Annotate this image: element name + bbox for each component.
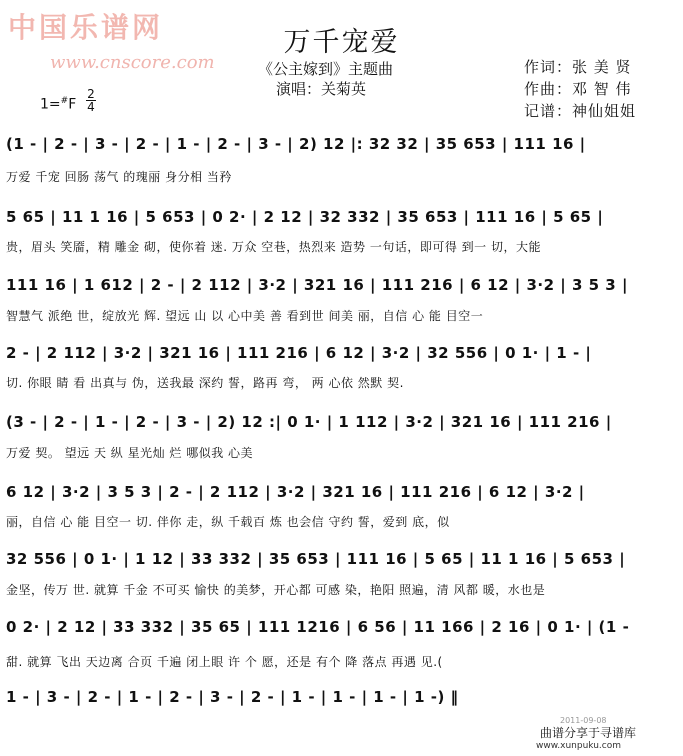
score-line-7-lyrics: 金坚，传万 世. 就算 千金 不可买 愉快 的美梦，开心都 可感 染，艳阳 照遍，清 风都 暖，水也是: [6, 583, 546, 597]
score-line-6-lyrics: 丽，自信 心 能 目空一 切. 伴你 走，纵 千载百 炼 也会信 守约 誓，爱到 底，似: [6, 515, 450, 529]
score-line-5-notes: (3 - | 2 - | 1 - | 2 - | 3 - | 2) 12 :| 0 1· | 1 112 | 3·2 | 321 16 | 111 216 |: [6, 413, 612, 431]
footer-url[interactable]: www.xunpuku.com: [536, 741, 621, 751]
score-line-2-lyrics: 贵，眉头 笑靥，精 雕金 砌，使你着 迷. 万众 空巷，热烈来 造势 一句话，即可得 到一 切，大能: [6, 240, 541, 254]
lyricist-credit: 作词：张 美 贤: [524, 58, 632, 76]
score-line-4-notes: 2 - | 2 112 | 3·2 | 321 16 | 111 216 | 6 12 | 3·2 | 32 556 | 0 1· | 1 - |: [6, 344, 592, 362]
score-line-1-lyrics: 万爱 千宠 回肠 荡气 的瑰丽 身分相 当矜: [6, 170, 232, 184]
score-line-3-lyrics: 智慧气 派绝 世，绽放光 辉. 望远 山 以 心中美 善 看到世 间美 丽，自信 心 能 目空一: [6, 309, 484, 323]
score-line-5-lyrics: 万爱 契。 望远 天 纵 星光灿 烂 哪似我 心美: [6, 446, 254, 460]
score-line-6-notes: 6 12 | 3·2 | 3 5 3 | 2 - | 2 112 | 3·2 | 321 16 | 111 216 | 6 12 | 3·2 |: [6, 483, 585, 501]
watermark-site-name: 中国乐谱网: [8, 11, 164, 44]
footer-brand: 曲谱分享于寻谱库: [540, 726, 637, 740]
composer-credit: 作曲：邓 智 伟: [524, 80, 632, 98]
score-line-4-lyrics: 切. 你眼 睛 看 出真与 伪，送我最 深约 誓，路再 弯， 两 心依 然默 契.: [6, 376, 404, 390]
score-line-3-notes: 111 16 | 1 612 | 2 - | 2 112 | 3·2 | 321 16 | 111 216 | 6 12 | 3·2 | 3 5 3 |: [6, 276, 628, 294]
score-line-7-notes: 32 556 | 0 1· | 1 12 | 33 332 | 35 653 | 111 16 | 5 65 | 11 1 16 | 5 653 |: [6, 550, 626, 568]
singer-credit: 演唱：关菊英: [276, 80, 367, 98]
score-line-2-notes: 5 65 | 11 1 16 | 5 653 | 0 2· | 2 12 | 32 332 | 35 653 | 111 16 | 5 65 |: [6, 208, 604, 226]
song-title: 万千宠爱: [283, 27, 400, 58]
time-sig-top: 2: [87, 87, 95, 101]
score-line-8-lyrics: 甜. 就算 飞出 天边离 合页 千遍 闭上眼 许 个 愿，还是 有个 降 落点 再遇 见.(: [6, 655, 443, 669]
watermark-site-url: www.cnscore.com: [50, 52, 215, 73]
transcriber-credit: 记谱：神仙姐姐: [524, 102, 637, 120]
score-line-8-notes: 0 2· | 2 12 | 33 332 | 35 65 | 111 1216 | 6 56 | 11 166 | 2 16 | 0 1· | (1 -: [6, 618, 630, 636]
key-signature: 1=#F: [40, 96, 77, 113]
time-signature: [86, 88, 96, 113]
song-subtitle: 《公主嫁到》主题曲: [258, 60, 394, 78]
footer-date: 2011-09-08: [560, 716, 607, 725]
score-line-1-notes: (1 - | 2 - | 3 - | 2 - | 1 - | 2 - | 3 - | 2) 12 |: 32 32 | 35 653 | 111 16 |: [6, 135, 586, 153]
score-line-9-notes: 1 - | 3 - | 2 - | 1 - | 2 - | 3 - | 2 - | 1 - | 1 - | 1 - | 1 -) ‖: [6, 688, 459, 706]
time-sig-bottom: 4: [87, 100, 95, 114]
